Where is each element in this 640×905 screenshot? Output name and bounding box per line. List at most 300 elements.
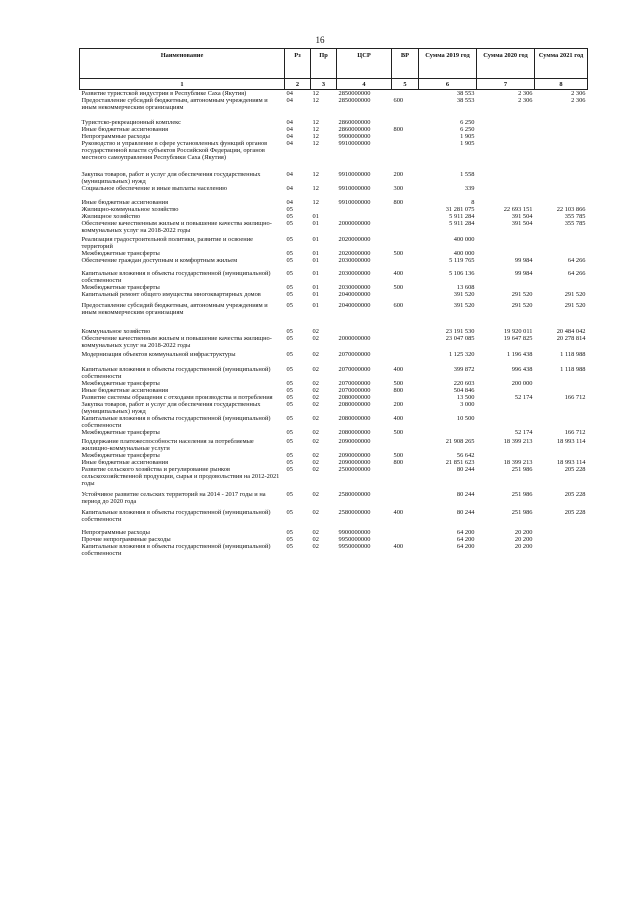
row-sum-2021: 20 278 814 (556, 335, 586, 342)
row-rz: 05 (286, 250, 293, 257)
row-sum-2020: 391 504 (511, 213, 533, 220)
row-sum-2021 (535, 452, 588, 459)
row-sum-2021: 291 520 (564, 302, 586, 309)
row-name: Развитие системы обращения с отходами производства и потребления (81, 394, 273, 401)
row-name: Обеспечение граждан доступным и комфортным жильем (81, 257, 238, 264)
row-rz: 05 (286, 380, 293, 387)
row-name: Межбюджетные трансферты (81, 284, 160, 291)
row-vr (392, 257, 419, 264)
row-name: Жилищное хозяйство (81, 213, 141, 220)
row-name: Капитальные вложения в объекты государственной (муниципальной) собственности (81, 270, 271, 284)
row-pr: 12 (312, 185, 319, 192)
row-sum-2019: 6 250 (460, 126, 475, 133)
row-name: Предоставление субсидий бюджетным, автономным учреждениям и иным некоммерческим организациям (81, 302, 268, 316)
row-pr: 02 (312, 509, 319, 516)
row-pr: 01 (312, 213, 319, 220)
budget-table (79, 48, 588, 557)
row-sum-2019: 80 244 (456, 491, 475, 498)
col-number: 1 (80, 79, 285, 90)
row-name: Развитие сельского хозяйства и регулирование рынков сельскохозяйственной продукции, сырья и продовольствия на 2012-2021 годы (81, 466, 280, 487)
row-sum-2021: 205 228 (564, 491, 586, 498)
row-name: Межбюджетные трансферты (81, 380, 160, 387)
row-csr: 2000000000 (338, 220, 371, 227)
row-sum-2020 (477, 236, 535, 250)
row-csr: 2070000000 (338, 351, 371, 358)
row-sum-2021 (535, 171, 588, 185)
row-name: Туристско-рекреационный комплекс (81, 119, 181, 126)
table-row (80, 459, 588, 466)
row-csr: 2070000000 (338, 387, 371, 394)
spacer-cell (80, 111, 588, 119)
row-sum-2021: 2 306 (571, 90, 586, 97)
row-sum-2020 (477, 387, 535, 394)
row-sum-2021: 1 118 988 (560, 351, 586, 358)
row-sum-2021: 64 266 (567, 270, 586, 277)
row-rz: 04 (286, 119, 293, 126)
table-row (80, 220, 588, 234)
table-row (80, 284, 588, 291)
table-row (80, 185, 588, 192)
row-csr: 9910000000 (338, 185, 371, 192)
row-sum-2019: 64 200 (456, 529, 475, 536)
row-sum-2021: 291 520 (564, 291, 586, 298)
row-csr: 2020000000 (338, 236, 371, 243)
page-number: 16 (315, 35, 325, 45)
row-name: Модернизация объектов коммунальной инфраструктуры (81, 351, 236, 358)
row-name: Капитальный ремонт общего имущества многоквартирных домов (81, 291, 261, 298)
row-rz: 05 (286, 536, 293, 543)
row-vr: 800 (393, 126, 404, 133)
row-rz: 05 (286, 213, 293, 220)
row-name: Капитальные вложения в объекты государственной (муниципальной) собственности (81, 543, 271, 557)
row-vr: 500 (393, 250, 404, 257)
row-name: Непрограммные расходы (81, 529, 150, 536)
table-row (80, 380, 588, 387)
row-csr: 2040000000 (338, 291, 371, 298)
row-sum-2021: 1 118 988 (560, 366, 586, 373)
row-csr: 2080000000 (338, 415, 371, 422)
col-header-vr: ВР (392, 49, 419, 79)
row-rz: 05 (286, 335, 293, 342)
row-pr: 12 (312, 97, 319, 104)
table-row (80, 394, 588, 401)
row-sum-2021 (535, 380, 588, 387)
row-csr: 2860000000 (338, 119, 371, 126)
row-rz: 05 (286, 491, 293, 498)
row-vr: 500 (393, 284, 404, 291)
row-sum-2019: 8 (471, 199, 475, 206)
row-csr: 2020000000 (338, 250, 371, 257)
table-row (80, 206, 588, 213)
row-vr: 400 (393, 415, 404, 422)
row-pr: 02 (312, 415, 319, 422)
row-pr: 02 (312, 491, 319, 498)
table-row (80, 387, 588, 394)
table-row (80, 335, 588, 349)
row-name: Реализация градостроительной политики, развитие и освоение территорий (81, 236, 253, 250)
row-csr: 9910000000 (338, 199, 371, 206)
row-vr: 600 (393, 97, 404, 104)
row-pr: 12 (312, 90, 319, 97)
row-spacer (80, 111, 588, 119)
row-csr: 2080000000 (338, 401, 371, 408)
row-name: Иные бюджетные ассигнования (81, 199, 169, 206)
spacer-cell (80, 358, 588, 366)
row-vr: 400 (393, 270, 404, 277)
col-number: 4 (337, 79, 392, 90)
row-sum-2021: 22 103 866 (556, 206, 586, 213)
row-sum-2021: 205 228 (564, 509, 586, 516)
row-sum-2019: 64 200 (456, 536, 475, 543)
row-csr: 2030000000 (338, 270, 371, 277)
row-name: Поддержание платежеспособности населения за потребляемые жилищно-коммунальные услуги (81, 438, 254, 452)
row-name: Закупка товаров, работ и услуг для обеспечения государственных (муниципальных) нужд (81, 401, 261, 415)
row-sum-2021 (535, 126, 588, 133)
row-csr: 9900000000 (338, 529, 371, 536)
col-number: 6 (419, 79, 477, 90)
row-sum-2019: 391 520 (453, 302, 475, 309)
row-vr (392, 536, 419, 543)
row-pr: 12 (312, 133, 319, 140)
row-sum-2021 (535, 543, 588, 557)
row-sum-2019: 5 911 284 (449, 220, 475, 227)
row-rz: 05 (286, 351, 293, 358)
row-vr (392, 206, 419, 213)
row-pr: 01 (312, 270, 319, 277)
row-name: Предоставление субсидий бюджетным, автономным учреждениям и иным некоммерческим организациям (81, 97, 268, 111)
row-name: Межбюджетные трансферты (81, 452, 160, 459)
table-row (80, 366, 588, 380)
row-rz: 05 (286, 543, 293, 550)
col-header-pr: Пр (311, 49, 337, 79)
row-sum-2019: 5 911 284 (449, 213, 475, 220)
row-rz: 05 (286, 284, 293, 291)
row-pr (311, 206, 337, 213)
row-vr: 400 (393, 366, 404, 373)
row-vr (392, 491, 419, 505)
row-sum-2019: 21 851 623 (445, 459, 475, 466)
row-sum-2020 (477, 140, 535, 161)
row-sum-2021 (535, 250, 588, 257)
row-sum-2020 (477, 133, 535, 140)
row-vr: 500 (393, 380, 404, 387)
row-csr: 2580000000 (338, 491, 371, 498)
row-pr: 02 (312, 366, 319, 373)
col-header-sum-2021: Сумма 2021 год (535, 49, 588, 79)
row-rz: 04 (286, 185, 293, 192)
row-rz: 05 (286, 291, 293, 298)
row-sum-2019: 23 191 530 (445, 328, 475, 335)
row-vr (392, 140, 419, 161)
row-pr: 02 (312, 401, 319, 408)
spacer-cell (80, 192, 588, 199)
row-csr: 2070000000 (338, 366, 371, 373)
row-csr: 9900000000 (338, 133, 371, 140)
col-number: 3 (311, 79, 337, 90)
row-sum-2020: 20 200 (514, 536, 533, 543)
row-pr: 12 (312, 199, 319, 206)
row-pr: 01 (312, 220, 319, 227)
row-rz: 05 (286, 466, 293, 473)
table-row (80, 257, 588, 264)
row-sum-2020: 99 984 (514, 270, 533, 277)
row-pr: 02 (312, 438, 319, 445)
spacer-cell (80, 161, 588, 171)
col-number: 7 (477, 79, 535, 90)
row-sum-2019: 1 125 320 (448, 351, 475, 358)
table-row (80, 133, 588, 140)
row-sum-2020 (477, 284, 535, 291)
row-sum-2020: 1 196 438 (506, 351, 533, 358)
row-sum-2020 (477, 415, 535, 429)
row-pr: 02 (312, 459, 319, 466)
row-rz: 05 (286, 302, 293, 309)
row-pr: 02 (312, 536, 319, 543)
row-vr (392, 466, 419, 487)
row-csr: 2000000000 (338, 335, 371, 342)
row-rz: 05 (286, 257, 293, 264)
row-csr: 2500000000 (338, 466, 371, 473)
row-pr: 02 (312, 351, 319, 358)
row-vr (392, 335, 419, 349)
row-sum-2021 (535, 387, 588, 394)
row-csr: 9950000000 (338, 536, 371, 543)
row-csr: 2860000000 (338, 126, 371, 133)
row-sum-2021 (535, 199, 588, 206)
row-sum-2020: 20 200 (514, 529, 533, 536)
row-csr: 2080000000 (338, 394, 371, 401)
row-pr: 01 (312, 250, 319, 257)
row-rz: 04 (286, 126, 293, 133)
row-pr: 01 (312, 291, 319, 298)
row-sum-2021 (535, 284, 588, 291)
col-header-sum-2020: Сумма 2020 год (477, 49, 535, 79)
row-rz: 05 (286, 328, 293, 335)
row-rz: 05 (286, 509, 293, 516)
row-pr: 02 (312, 429, 319, 436)
row-name: Капитальные вложения в объекты государственной (муниципальной) собственности (81, 415, 271, 429)
col-number: 2 (285, 79, 311, 90)
row-sum-2020: 291 520 (511, 291, 533, 298)
table-row (80, 270, 588, 284)
row-name: Развитие туристской индустрии в Республике Саха (Якутия) (81, 90, 247, 97)
row-pr: 12 (312, 126, 319, 133)
row-sum-2019: 80 244 (456, 509, 475, 516)
table-row (80, 491, 588, 505)
row-pr: 02 (312, 529, 319, 536)
row-rz: 04 (286, 133, 293, 140)
row-pr: 01 (312, 236, 319, 243)
table-row (80, 171, 588, 185)
row-csr: 2030000000 (338, 284, 371, 291)
row-vr: 300 (393, 185, 404, 192)
row-name: Прочие непрограммные расходы (81, 536, 171, 543)
row-rz: 05 (286, 459, 293, 466)
row-vr: 200 (393, 171, 404, 178)
row-csr (337, 213, 392, 220)
row-csr: 2090000000 (338, 459, 371, 466)
row-vr (392, 529, 419, 536)
row-rz: 05 (286, 438, 293, 445)
row-name: Обеспечение качественным жильем и повышение качества жилищно-коммунальных услуг на 2018-2022 годы (81, 220, 272, 234)
row-rz: 05 (286, 429, 293, 436)
row-vr: 800 (393, 199, 404, 206)
row-sum-2021 (535, 140, 588, 161)
row-sum-2019 (419, 429, 477, 436)
row-pr: 01 (312, 284, 319, 291)
table-row (80, 140, 588, 161)
row-sum-2019: 1 905 (460, 140, 475, 147)
table-row (80, 213, 588, 220)
row-csr: 2080000000 (338, 429, 371, 436)
row-vr (392, 236, 419, 250)
row-rz: 04 (286, 199, 293, 206)
row-vr: 400 (393, 543, 404, 550)
row-pr: 01 (312, 302, 319, 309)
table-row (80, 543, 588, 557)
row-spacer (80, 161, 588, 171)
row-pr: 02 (312, 328, 319, 335)
row-name: Руководство и управление в сфере установленных функций органов государственной власти субъектов Российской Федерации, органов местного самоуправления Республики Саха (Якутия) (81, 140, 268, 161)
row-sum-2020: 20 200 (514, 543, 533, 550)
table-row (80, 126, 588, 133)
row-pr: 02 (312, 543, 319, 550)
row-sum-2020: 391 504 (511, 220, 533, 227)
table-row (80, 328, 588, 335)
row-sum-2021: 20 484 042 (556, 328, 586, 335)
row-sum-2020: 2 306 (518, 90, 533, 97)
row-pr: 12 (312, 119, 319, 126)
row-csr: 2850000000 (338, 97, 371, 104)
row-sum-2020 (477, 250, 535, 257)
row-name: Социальное обеспечение и иные выплаты населению (81, 185, 228, 192)
row-pr: 02 (312, 452, 319, 459)
row-sum-2020: 18 399 213 (503, 438, 533, 445)
table-row (80, 97, 588, 111)
row-csr: 2040000000 (338, 302, 371, 309)
row-csr: 2850000000 (338, 90, 371, 97)
row-sum-2019: 38 553 (456, 90, 475, 97)
row-sum-2021 (535, 236, 588, 250)
row-sum-2019: 5 106 136 (448, 270, 475, 277)
row-pr: 02 (312, 335, 319, 342)
row-name: Межбюджетные трансферты (81, 250, 160, 257)
row-vr (392, 394, 419, 401)
row-rz: 05 (286, 401, 293, 408)
spacer-cell (80, 316, 588, 328)
row-name: Жилищно-коммунальное хозяйство (81, 206, 179, 213)
row-sum-2021 (535, 536, 588, 543)
table-row (80, 119, 588, 126)
table-row (80, 466, 588, 487)
row-rz: 04 (286, 140, 293, 147)
row-vr (392, 133, 419, 140)
table-row (80, 302, 588, 316)
row-pr: 02 (312, 466, 319, 473)
row-sum-2021 (535, 529, 588, 536)
row-csr: 2070000000 (338, 380, 371, 387)
row-sum-2019: 13 500 (456, 394, 475, 401)
col-header-name: Наименование (80, 49, 285, 79)
row-vr: 800 (393, 459, 404, 466)
row-sum-2020: 251 986 (511, 466, 533, 473)
row-sum-2021 (535, 133, 588, 140)
row-sum-2019: 10 500 (456, 415, 475, 422)
row-sum-2019: 5 119 765 (449, 257, 475, 264)
row-sum-2020 (477, 185, 535, 192)
row-sum-2020: 52 174 (514, 394, 533, 401)
row-name: Коммунальное хозяйство (81, 328, 151, 335)
col-header-rz: Рз (285, 49, 311, 79)
row-vr: 500 (393, 429, 404, 436)
row-sum-2021: 205 228 (564, 466, 586, 473)
row-vr (392, 220, 419, 234)
row-rz: 05 (286, 220, 293, 227)
row-spacer (80, 316, 588, 328)
row-sum-2019: 399 872 (453, 366, 475, 373)
row-name: Иные бюджетные ассигнования (81, 126, 169, 133)
row-pr: 02 (312, 380, 319, 387)
row-sum-2020 (477, 199, 535, 206)
row-vr: 400 (393, 509, 404, 516)
row-sum-2019: 23 047 085 (445, 335, 475, 342)
row-sum-2020: 2 306 (518, 97, 533, 104)
row-name: Межбюджетные трансферты (81, 429, 160, 436)
row-sum-2021: 2 306 (571, 97, 586, 104)
header-row (80, 49, 588, 79)
row-spacer (80, 358, 588, 366)
row-rz: 05 (286, 529, 293, 536)
row-sum-2020: 18 399 213 (503, 459, 533, 466)
row-sum-2020: 291 520 (511, 302, 533, 309)
row-sum-2019: 31 281 075 (445, 206, 475, 213)
row-sum-2020: 19 920 011 (503, 328, 533, 335)
row-sum-2019: 80 244 (456, 466, 475, 473)
row-rz: 05 (286, 366, 293, 373)
row-sum-2020 (477, 126, 535, 133)
table-row (80, 452, 588, 459)
row-name: Устойчивое развитие сельских территорий на 2014 - 2017 годы и на период до 2020 года (81, 491, 266, 505)
row-rz: 05 (286, 415, 293, 422)
table-row (80, 250, 588, 257)
table-row (80, 199, 588, 206)
table-row (80, 351, 588, 358)
row-sum-2019: 504 846 (453, 387, 475, 394)
row-sum-2020: 19 647 825 (503, 335, 533, 342)
row-sum-2021: 18 993 114 (556, 438, 586, 445)
row-csr (337, 206, 392, 213)
row-sum-2020 (477, 452, 535, 459)
row-name: Закупка товаров, работ и услуг для обеспечения государственных (муниципальных) нужд (81, 171, 261, 185)
row-sum-2019: 1 905 (460, 133, 475, 140)
row-sum-2019: 400 000 (453, 250, 475, 257)
table-row (80, 90, 588, 98)
row-name: Обеспечение качественным жильем и повышение качества жилищно-коммунальных услуг на 2018-2022 годы (81, 335, 272, 349)
row-vr (392, 90, 419, 98)
row-sum-2020: 996 438 (511, 366, 533, 373)
table-row (80, 536, 588, 543)
row-name: Непрограммные расходы (81, 133, 150, 140)
row-sum-2019: 1 558 (460, 171, 475, 178)
row-sum-2019: 400 000 (453, 236, 475, 243)
row-name: Капитальные вложения в объекты государственной (муниципальной) собственности (81, 366, 271, 380)
row-name: Иные бюджетные ассигнования (81, 387, 169, 394)
row-sum-2020: 52 174 (514, 429, 533, 436)
row-sum-2019: 6 250 (460, 119, 475, 126)
row-sum-2019: 13 608 (456, 284, 475, 291)
row-csr: 9950000000 (338, 543, 371, 550)
col-number: 5 (392, 79, 419, 90)
